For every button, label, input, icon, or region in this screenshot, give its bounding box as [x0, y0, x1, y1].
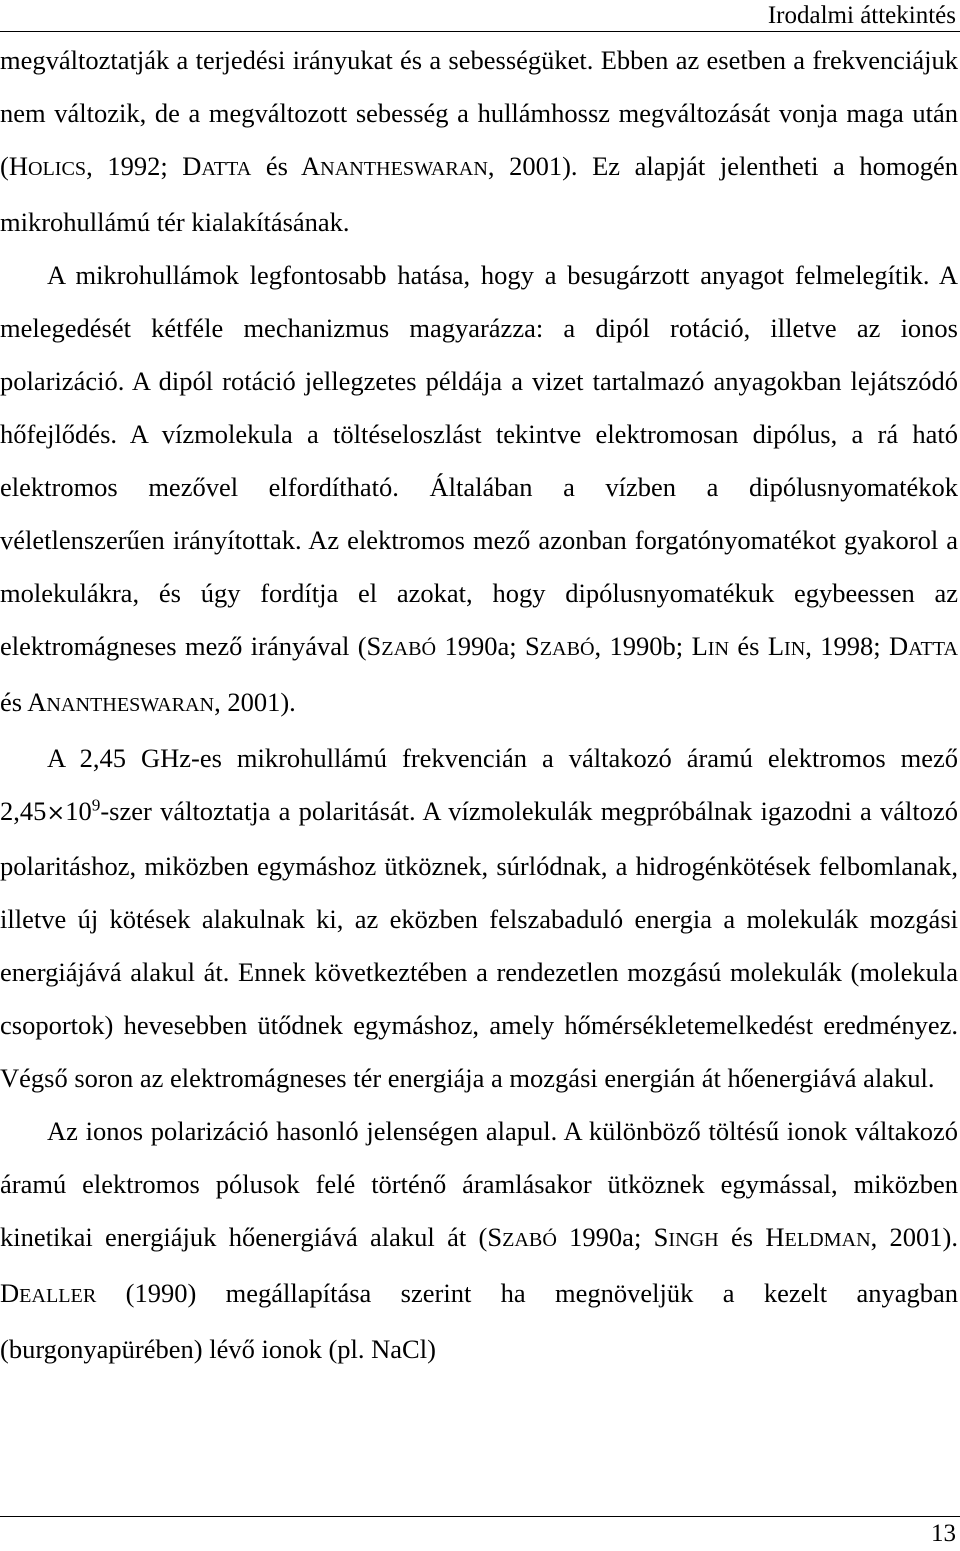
- text-run: , 1990b;: [594, 631, 692, 661]
- text-run: és: [251, 151, 302, 181]
- author-initial: D: [182, 151, 202, 181]
- text-run: , 2001).: [214, 687, 296, 717]
- page-number: 13: [931, 1520, 956, 1547]
- power-exponent: 9: [91, 795, 101, 815]
- author-smallcaps: IN: [784, 638, 806, 660]
- author-smallcaps: ZABÓ: [539, 638, 595, 660]
- author-initial: H: [8, 151, 28, 181]
- author-smallcaps: ZABÓ: [381, 638, 437, 660]
- author-smallcaps: ATTA: [908, 638, 958, 660]
- text-run: A 2,45 GHz-es mikrohullámú frekvencián a váltakozó áramú elektromos mező 2,45: [0, 743, 958, 826]
- text-run: 1990a;: [436, 631, 525, 661]
- author-initial: D: [889, 631, 909, 661]
- multiplication-sign: ×: [46, 800, 66, 826]
- author-smallcaps: INGH: [668, 1229, 719, 1251]
- author-initial: S: [653, 1222, 669, 1252]
- paragraph-1: [0, 34, 958, 249]
- text-run: (1990) megállapítása szerint ha megnöveljük a kezelt anyagban (burgonyapürében) lévő ionok (pl. NaCl): [0, 1278, 958, 1364]
- text-run: és: [718, 1222, 766, 1252]
- text-run: 1990a;: [556, 1222, 654, 1252]
- author-smallcaps: NANTHESWARAN: [320, 158, 488, 180]
- text-run: , 1992;: [86, 151, 183, 181]
- author-smallcaps: ATTA: [201, 158, 252, 180]
- author-initial: L: [767, 631, 785, 661]
- text-run: , 2001).: [870, 1222, 959, 1252]
- header-rule: [0, 31, 960, 32]
- text-run: -szer változtatja a polaritását. A vízmolekulák megpróbálnak igazodni a változó polaritáshoz, miközben egymáshoz ütköznek, súrlódnak, a hidrogénkötések felbomlanak, illetve új kötések alakulnak ki, az eközben felszabaduló energia a molekulák mozgási energiájává alakul át. Ennek következtében a rendezetlen mozgású molekulák (molekula csoportok) hevesebben ütődnek egymáshoz, amely hőmérsékletemelkedést eredményez. Végső soron az elektromágneses tér energiája a mozgási energián át hőenergiává alakul.: [0, 796, 958, 1093]
- author-smallcaps: OLICS: [27, 158, 87, 180]
- author-initial: H: [765, 1222, 785, 1252]
- author-initial: D: [0, 1278, 20, 1308]
- author-initial: A: [301, 151, 321, 181]
- paragraph-3: [0, 732, 958, 1105]
- footer-rule: [0, 1516, 960, 1517]
- author-smallcaps: EALLER: [19, 1285, 97, 1307]
- text-run: , 1998;: [805, 631, 890, 661]
- author-smallcaps: IN: [707, 638, 729, 660]
- author-initial: S: [487, 1222, 503, 1252]
- body-text: [0, 34, 958, 1376]
- text-run: A mikrohullámok legfontosabb hatása, hogy a besugárzott anyagot felmelegítik. A melegedését kétféle mechanizmus magyarázza: a dipól rotáció, illetve az ionos polarizáció. A dipól rotáció jellegzetes példája a vizet tartalmazó anyagokban lejátszódó hőfejlődés. A vízmolekula a töltéseloszlást tekintve elektromosan dipólus, a rá ható elektromos mezővel elfordítható. Általában a vízben a dipólusnyomatékok véletlenszerűen irányítottak. Az elektromos mező azonban forgatónyomatékot gyakorol a molekulákra, és úgy fordítja el azokat, hogy dipólusnyomatékuk egybeessen az elektromágneses mező irányával (: [0, 260, 958, 661]
- author-smallcaps: NANTHESWARAN: [46, 694, 215, 716]
- paragraph-4: [0, 1105, 958, 1376]
- author-initial: L: [691, 631, 708, 661]
- page-header: [0, 0, 960, 34]
- text-run: Az ionos polarizáció hasonló jelenségen alapul. A különböző töltésű ionok váltakozó áramú elektromos pólusok felé történő áramlásakor ütköznek egymással, miközben kinetikai energiájuk hőenergiává alakul át (: [0, 1116, 958, 1252]
- text-run: megváltoztatják a terjedési irányukat és a sebességüket. Ebben az esetben a frekvenciájuk nem változik, de a megváltozott sebesség a hullámhossz megváltozását vonja maga után (: [0, 45, 958, 181]
- author-initial: S: [366, 631, 382, 661]
- author-smallcaps: ELDMAN: [784, 1229, 871, 1251]
- running-header-title: Irodalmi áttekintés: [767, 2, 956, 29]
- author-initial: S: [525, 631, 540, 661]
- text-run: , 2001). Ez alapját jelentheti a homogén mikrohullámú tér kialakításának.: [0, 151, 958, 237]
- power-base: 10: [65, 796, 92, 826]
- text-run: és: [729, 631, 768, 661]
- author-initial: A: [27, 687, 47, 717]
- author-smallcaps: ZABÓ: [502, 1229, 557, 1251]
- text-run: és: [0, 687, 28, 717]
- paragraph-2: [0, 249, 958, 732]
